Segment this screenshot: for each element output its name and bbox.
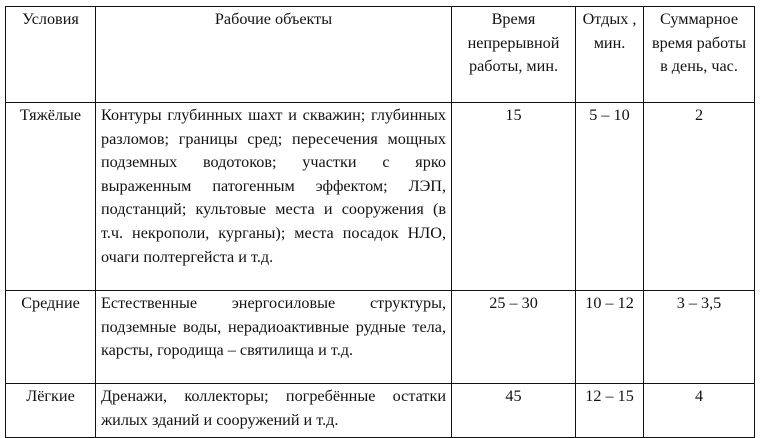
work-objects-cell: Естественные энергосиловые структуры, подземные воды, нерадиоактивные рудные тела, карсты, городища – святилища и т.д. [96,291,452,384]
rest-cell: 10 – 12 [576,291,644,384]
table-row [6,384,755,438]
work-conditions-table [5,6,755,438]
total-daily-cell: 3 – 3,5 [644,291,755,384]
continuous-work-cell: 25 – 30 [452,291,576,384]
header-continuous-work-time: Время непрерывной работы, мин. [452,7,576,103]
header-rest: Отдых , мин. [576,7,644,103]
rest-cell: 12 – 15 [576,384,644,438]
rest-cell: 5 – 10 [576,103,644,291]
continuous-work-cell: 15 [452,103,576,291]
total-daily-cell: 4 [644,384,755,438]
condition-cell: Лёгкие [6,384,96,438]
header-total-daily-time: Суммарное время работы в день, час. [644,7,755,103]
continuous-work-cell: 45 [452,384,576,438]
table-row [6,103,755,291]
work-objects-cell: Дренажи, коллекторы; погребённые остатки жилых зданий и сооружений и т.д. [96,384,452,438]
work-objects-cell: Контуры глубинных шахт и скважин; глубинных разломов; границы сред; пересечения мощных подземных водотоков; участки с ярко выраженным патогенным эффектом; ЛЭП, подстанций; культовые места и сооружения (в т.ч. некрополи, курганы); места посадок НЛО, очаги полтергейста и т.д. [96,103,452,291]
table-row [6,291,755,384]
condition-cell: Средние [6,291,96,384]
total-daily-cell: 2 [644,103,755,291]
condition-cell: Тяжёлые [6,103,96,291]
header-conditions: Условия [6,7,96,103]
work-conditions-table-container [5,6,754,438]
header-row [6,7,755,103]
header-work-objects: Рабочие объекты [96,7,452,103]
